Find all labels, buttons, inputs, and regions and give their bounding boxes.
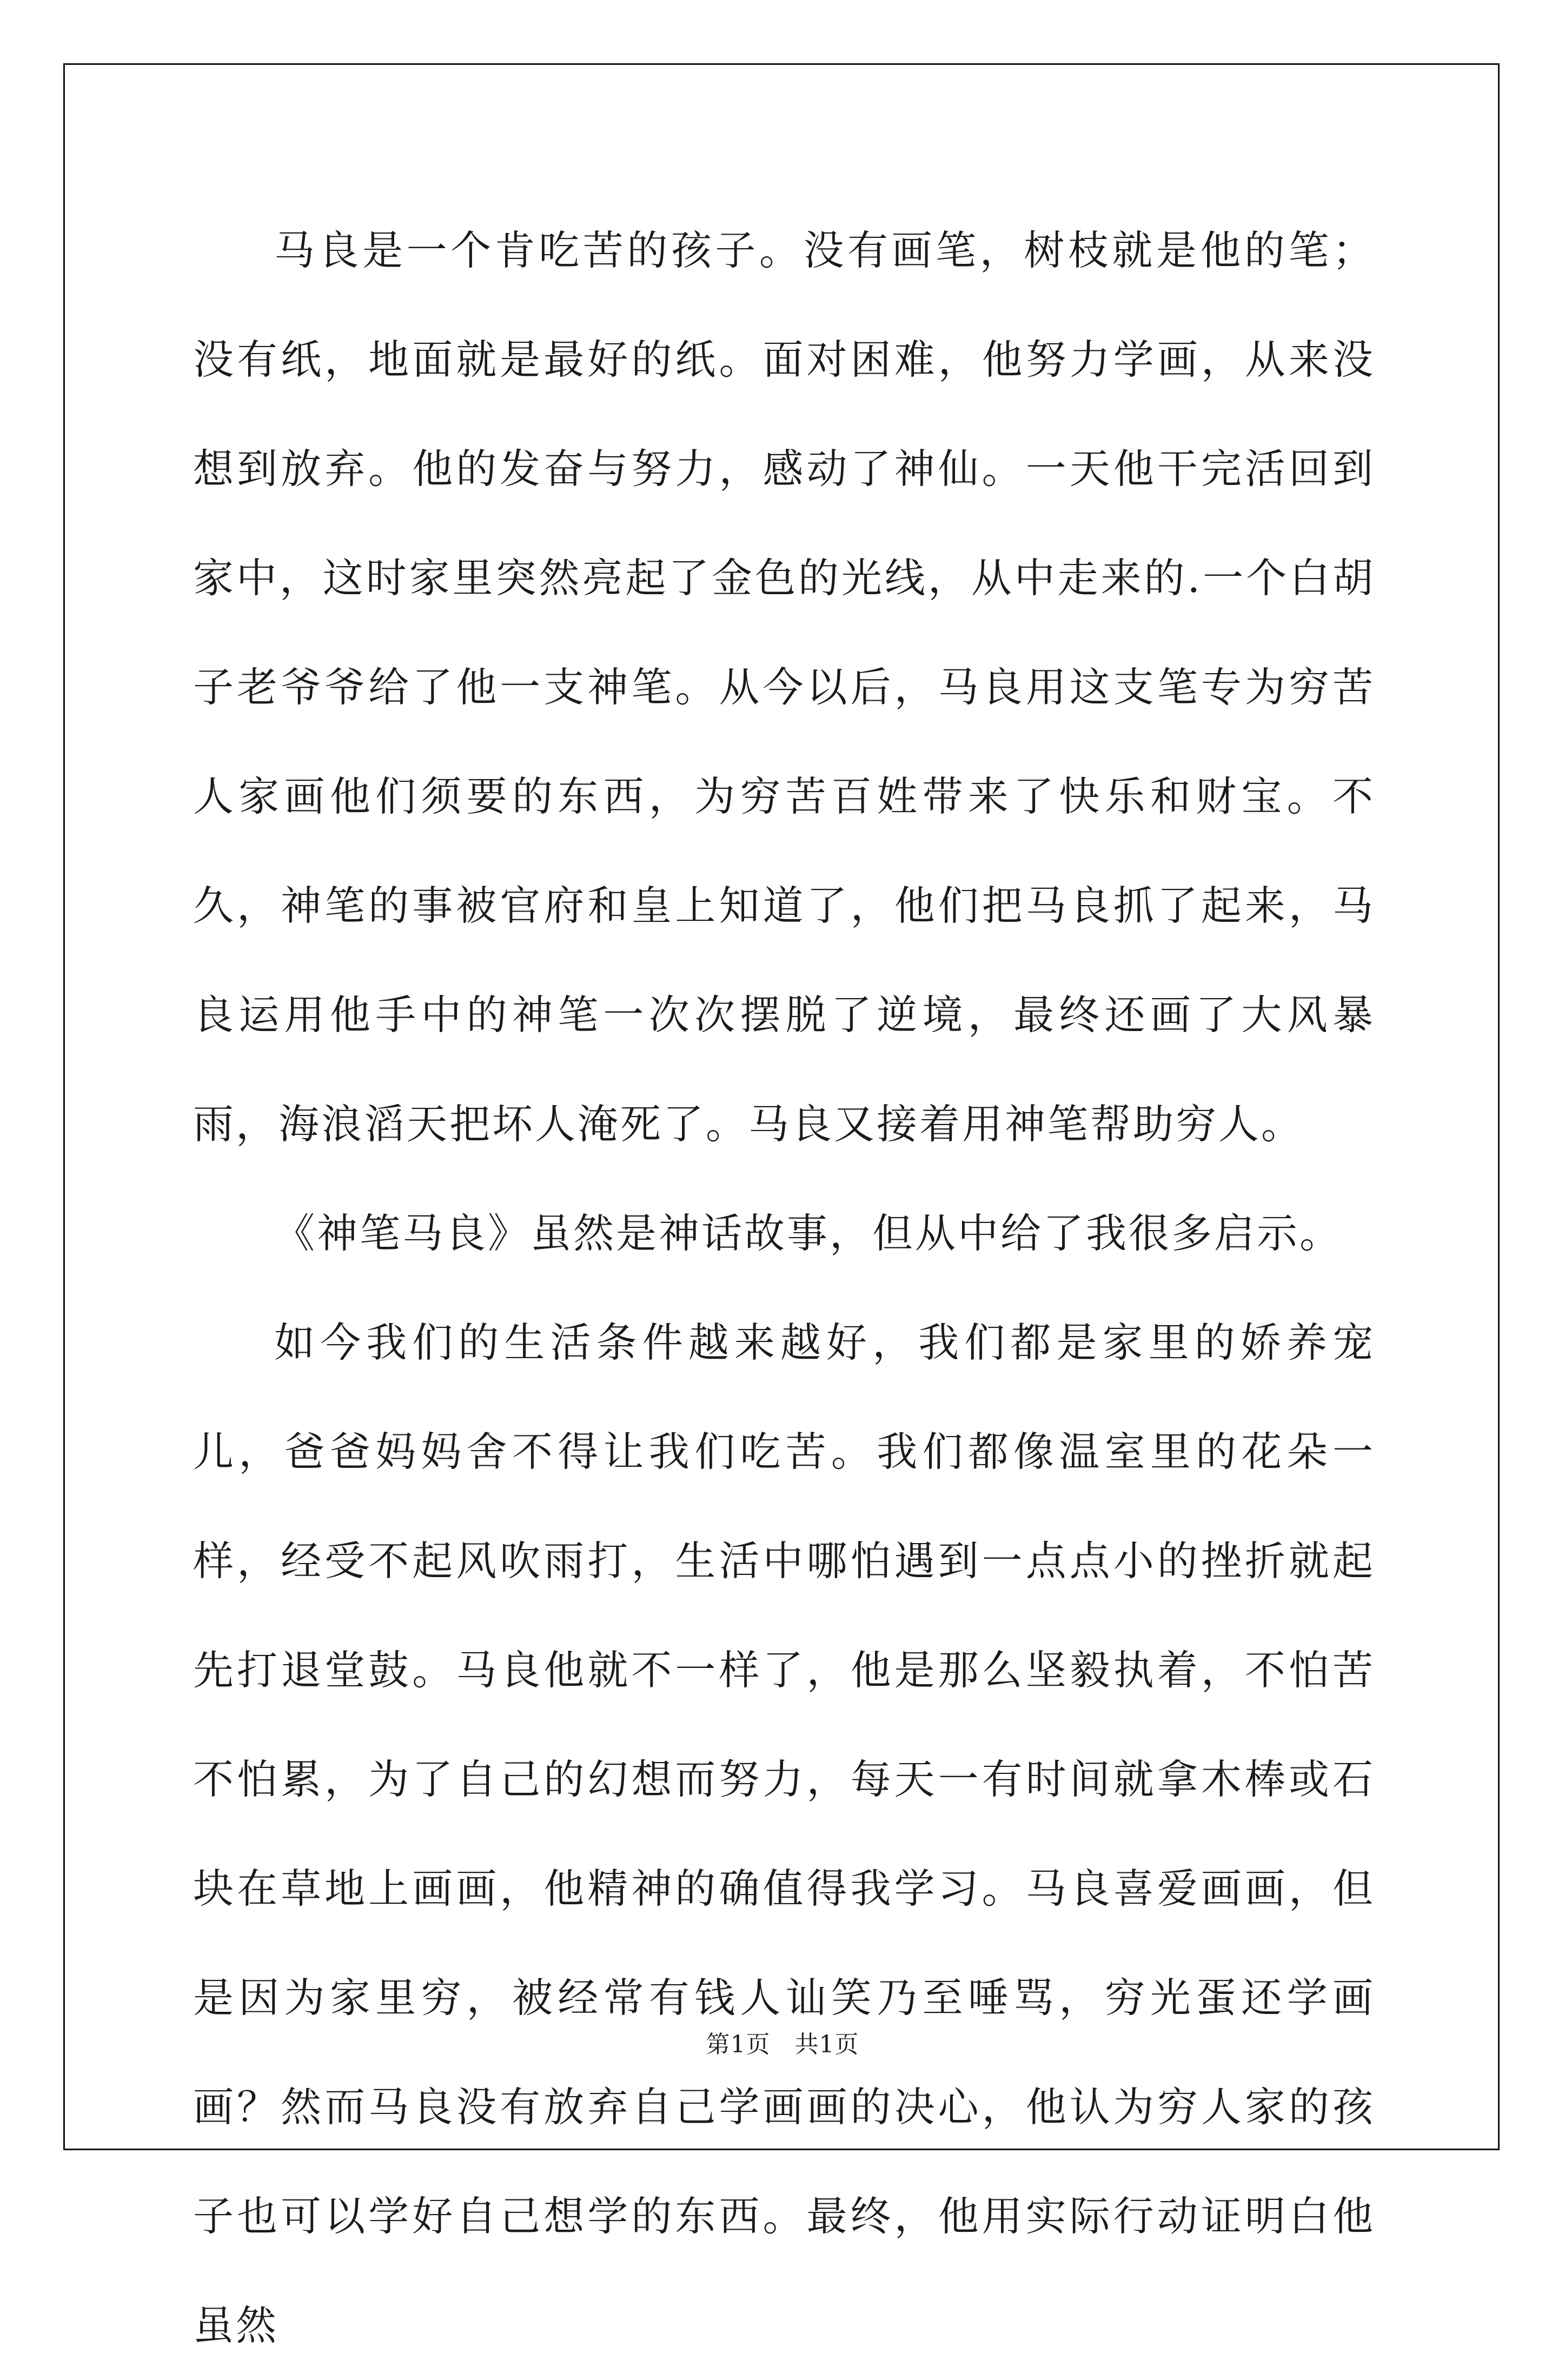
paragraph-2: 《神笔马良》虽然是神话故事，但从中给了我很多启示。 [274, 1209, 1343, 1257]
paragraph-1: 马良是一个肯吃苦的孩子。没有画笔，树枝就是他的笔；没有纸，地面就是最好的纸。面对困难，他努力学画，从来没想到放弃。他的发奋与努力，感动了神仙。一天他干完活回到家中，这时家里突然亮起了金色的光线，从中走来的.一个白胡子老爷爷给了他一支神笔。从今以后，马良用这支笔专为穷苦人家画他们须要的东西，为穷苦百姓带来了快乐和财宝。不久，神笔的事被官府和皇上知道了，他们把马良抓了起来，马良运用他手中的神笔一次次摆脱了逆境，最终还画了大风暴雨，海浪滔天把坏人淹死了。马良又接着用神笔帮助穷人。 [193, 227, 1375, 1148]
page-number-footer: 第1页 共1页 [706, 2031, 859, 2058]
paragraph-3: 如今我们的生活条件越来越好，我们都是家里的娇养宠儿，爸爸妈妈舍不得让我们吃苦。我们都像温室里的花朵一样，经受不起风吹雨打，生活中哪怕遇到一点点小的挫折就起先打退堂鼓。马良他就不一样了，他是那么坚毅执着，不怕苦不怕累，为了自己的幻想而努力，每天一有时间就拿木棒或石块在草地上画画，他精神的确值得我学习。马良喜爱画画，但是因为家里穷，被经常有钱人讪笑乃至唾骂，穷光蛋还学画画？然而马良没有放弃自己学画画的决心，他认为穷人家的孩子也可以学好自己想学的东西。最终，他用实际行动证明白他虽然 [193, 1319, 1375, 2349]
